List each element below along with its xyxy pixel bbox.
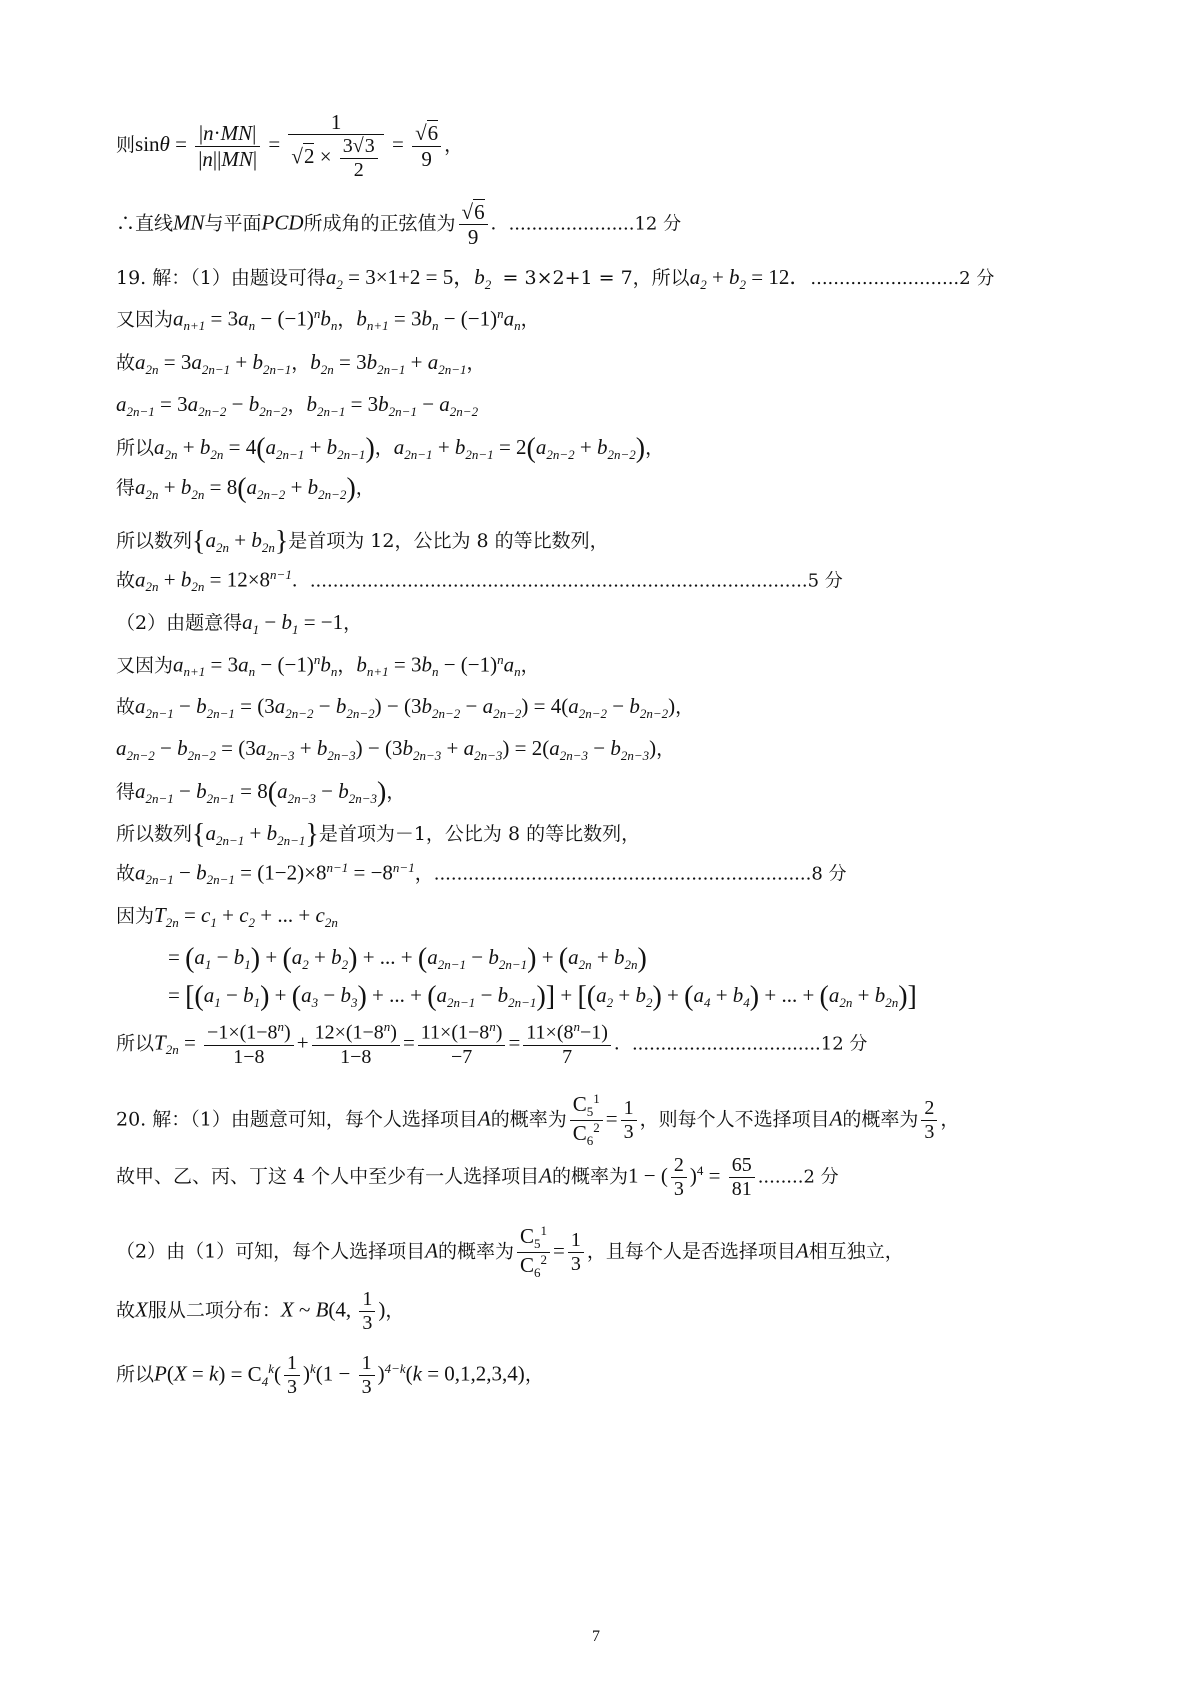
line-pmf: 所以$P(X = k) = C_4^k$( $\frac{1}{3}$ )$^k$(1 − $\frac{1}{3}$ )$^{4-k}$(k = 0,1,2,3,4)，	[116, 1352, 544, 1398]
line-20-part1: 20. 解：（1）由题意可知，每个人选择项目A的概率为 $\frac{C_5^1}{C_6^2}$ = $\frac{1}{3}$ ，则每个人不选择项目A的概率为 $\frac{2}{3}$ ，	[116, 1091, 960, 1149]
line-diff-2: $a_{2n-2} - b_{2n-2} = (3a_{2n-3} + b_{2n-3}) - (3b_{2n-3} + a_{2n-3}) = 2(a_{2n-3} - b_{2n-3})$，	[116, 736, 676, 763]
text: ，	[444, 134, 464, 157]
fraction: $\frac{1}{3}$	[359, 1288, 375, 1335]
text: 故	[116, 352, 136, 374]
text: 的概率为	[552, 1165, 629, 1188]
fraction: $\frac{11\times(1-8^n)}{-7}$	[418, 1020, 506, 1069]
text: 则	[116, 134, 136, 157]
text: 故	[116, 569, 136, 592]
var-mn: MN	[173, 210, 205, 235]
var-a: A	[795, 1238, 809, 1263]
line-20-prob: 故甲、乙、丙、丁这 4 个人中至少有一人选择项目A的概率为1 − ( $\frac{2}{3}$ )$^4$ = $\frac{65}{81}$ ........2 分	[116, 1154, 839, 1200]
text: 故	[116, 696, 136, 718]
fraction: $\frac{2}{3}$	[671, 1154, 687, 1201]
text: 所以	[116, 1363, 155, 1386]
line-a2n-1: $a_{2n-1} = 3a_{2n-2} - b_{2n-2}$，$b_{2n-1} = 3b_{2n-1} - a_{2n-2}$	[116, 392, 479, 419]
line-20-part2: （2）由（1）可知，每个人选择项目A的概率为 $\frac{C_5^1}{C_6^2}$ = $\frac{1}{3}$ ，且每个人是否选择项目A相互独立，	[116, 1223, 904, 1281]
fraction: $\frac{12\times(1-8^n)}{1-8}$	[312, 1020, 400, 1069]
text: 20. 解：（1）由题意可知，每个人选择项目	[116, 1108, 478, 1131]
fraction: $\frac{√6}{9}$	[459, 200, 488, 249]
text: 19. 解：（1）由题设可得	[116, 267, 326, 289]
text: 又因为	[116, 654, 174, 677]
text: 因为	[116, 905, 155, 927]
fraction: 1 √2 × $\frac{3√3}{2}$	[288, 110, 383, 182]
text: 相互独立，	[808, 1240, 904, 1263]
text: ，则每个人不选择项目	[639, 1108, 830, 1131]
line-diff-1: 故$a_{2n-1} - b_{2n-1} = (3a_{2n-2} - b_{2n-2}) - (3b_{2n-2} - a_{2n-2}) = 4(a_{2n-2} - b_{2n-2})$，	[116, 694, 695, 721]
score-marker: ..........................2 分	[810, 268, 995, 289]
text: 又因为	[116, 308, 174, 331]
fraction: $\frac{√6}{9}$	[412, 121, 441, 170]
line-t2n-expand-1: = $(a_1 - b_1) + (a_2 + b_2)$ + ... + $(a_{2n-1} - b_{2n-1}) + (a_{2n} + b_{2n})$	[168, 943, 647, 974]
text: 与平面	[204, 212, 262, 235]
fraction: $\frac{1}{3}$	[621, 1097, 637, 1144]
text: ∴直线	[116, 212, 174, 235]
line-binomial: 故X服从二项分布：X ~ B(4, $\frac{1}{3}$ )，	[116, 1288, 405, 1334]
text: 的概率为	[438, 1240, 515, 1263]
fraction: $\frac{1}{3}$	[284, 1352, 300, 1399]
text: 是首项为－1，公比为 8 的等比数列，	[318, 823, 641, 845]
text: 服从二项分布：	[147, 1299, 281, 1322]
text: 的概率为	[842, 1108, 919, 1131]
line-sin-theta: 则sinθ = $\frac{|n\cdot MN|}{|n||MN|}$ = 1 √2 × $\frac{3√3}{2}$ = $\frac{√6}{9}$ ，	[116, 110, 464, 182]
text: 所以数列	[116, 530, 193, 552]
fraction: $\frac{-1\times(1-8^n)}{1-8}$	[204, 1020, 294, 1069]
var-a: A	[477, 1106, 491, 1131]
text: ，	[940, 1108, 960, 1131]
score-marker: ..................................................................8 分	[433, 863, 847, 885]
line-result-1: 故$a_{2n} + b_{2n} = 12\times 8^{n-1}$．.......................................................................................5 分	[116, 567, 843, 595]
text: 得	[116, 477, 136, 499]
line-sum-relations: 所以$a_{2n} + b_{2n} = 4(a_{2n-1} + b_{2n-1})$，$a_{2n-1} + b_{2n-1} = 2(a_{2n-2} + b_{2n-2})$，	[116, 433, 665, 464]
text: ，且每个人是否选择项目	[586, 1240, 796, 1263]
page-number: 7	[592, 1628, 600, 1645]
line-t2n-result: 所以$T_{2n}$ = $\frac{-1\times(1-8^n)}{1-8}$ + $\frac{12\times(1-8^n)}{1-8}$ = $\frac{11\times(1-8^n)}{-7}$ = $\frac{11\times(8^n-1)}{7}$ ．.................................12 分	[116, 1019, 868, 1068]
fraction: $\frac{C_5^1}{C_6^2}$	[570, 1092, 603, 1149]
score-marker: ．......................12 分	[490, 213, 682, 235]
line-19-part1: 19. 解：（1）由题设可得$a_2 = 3\times 1+2 = 5$，$b_2 = 3\times 2+1 = 7$，所以$a_2 + b_2 = 12$．..........................2 分	[116, 265, 995, 292]
line-t2n-expand-2: = [$(a_1 - b_1) + (a_3 - b_3)$ + ... + $(a_{2n-1} - b_{2n-1})] + [(a_2 + b_2) + (a_4 + b_4)$ + ... + $(a_{2n} + b_{2n})$]	[168, 981, 917, 1012]
line-sum-8: 得$a_{2n} + b_{2n} = 8(a_{2n-2} + b_{2n-2})$，	[116, 473, 375, 504]
text: 所成角的正弦值为	[303, 212, 456, 235]
text: 所以数列	[116, 823, 193, 845]
fraction: $\frac{11\times(8^n-1)}{7}$	[523, 1020, 611, 1069]
text: = 3×1+2 = 5，	[342, 265, 475, 289]
line-a2n: 故$a_{2n} = 3a_{2n-1} + b_{2n-1}$，$b_{2n} = 3b_{2n-1} + a_{2n-1}$，	[116, 350, 486, 377]
line-geometric-seq-2: 所以数列$\{a_{2n-1} + b_{2n-1}\}$是首项为－1，公比为 8 的等比数列，	[116, 819, 641, 850]
line-recurrence-2: 又因为$a_{n+1} = 3a_n - (-1)^nb_n$，$b_{n+1} = 3b_n - (-1)^na_n$，	[116, 652, 540, 680]
line-geometric-seq-1: 所以数列$\{a_{2n} + b_{2n}\}$是首项为 12，公比为 8 的等比数列，	[116, 526, 609, 557]
text: 故	[116, 1299, 136, 1322]
line-result-2: 故$a_{2n-1} - b_{2n-1} = (1-2)\times 8^{n-1} = -8^{n-1}$，..................................................................8 分	[116, 860, 847, 888]
fraction: $\frac{C_5^1}{C_6^2}$	[517, 1224, 550, 1281]
line-t2n-def: 因为$T_{2n} = c_1 + c_2$ + ... + $c_{2n}$	[116, 903, 338, 930]
fraction: $\frac{1}{3}$	[568, 1229, 584, 1276]
score-marker: ．.................................12 分	[613, 1033, 868, 1055]
var-a: A	[425, 1238, 439, 1263]
text: （2）由题意得	[116, 612, 243, 634]
fraction: $\frac{2}{3}$	[921, 1097, 937, 1144]
var-a: A	[539, 1163, 552, 1188]
text: 得	[116, 781, 136, 803]
var-a: A	[829, 1106, 843, 1131]
line-conclusion-18	[116, 200, 681, 249]
text: 所以	[116, 437, 155, 459]
var-x: X	[135, 1297, 148, 1322]
text: 故甲、乙、丙、丁这 4 个人中至少有一人选择项目	[116, 1165, 540, 1188]
text: 故	[116, 862, 136, 885]
text: 所以	[116, 1032, 155, 1055]
score-marker: ........2 分	[757, 1166, 839, 1188]
line-recurrence: 又因为$a_{n+1} = 3a_n - (-1)^nb_n$，$b_{n+1} = 3b_n - (-1)^na_n$，	[116, 306, 540, 334]
fraction: $\frac{65}{81}$	[729, 1154, 755, 1201]
fraction: $\frac{|n\cdot MN|}{|n||MN|}$	[195, 121, 260, 170]
text: = 3×2+1 = 7，所以	[496, 267, 690, 289]
text: （2）由（1）可知，每个人选择项目	[116, 1240, 426, 1263]
line-part2: （2）由题意得$a_1 - b_1 = -1$，	[116, 610, 363, 637]
fraction: $\frac{1}{3}$	[359, 1352, 375, 1399]
var-pcd: PCD	[261, 210, 304, 235]
line-diff-8: 得$a_{2n-1} - b_{2n-1} = 8(a_{2n-3} - b_{2n-3})$，	[116, 777, 406, 808]
text: 是首项为 12，公比为 8 的等比数列，	[288, 530, 609, 552]
text: 的概率为	[490, 1108, 567, 1131]
score-marker: ．.......................................................................................5 分	[291, 570, 843, 592]
